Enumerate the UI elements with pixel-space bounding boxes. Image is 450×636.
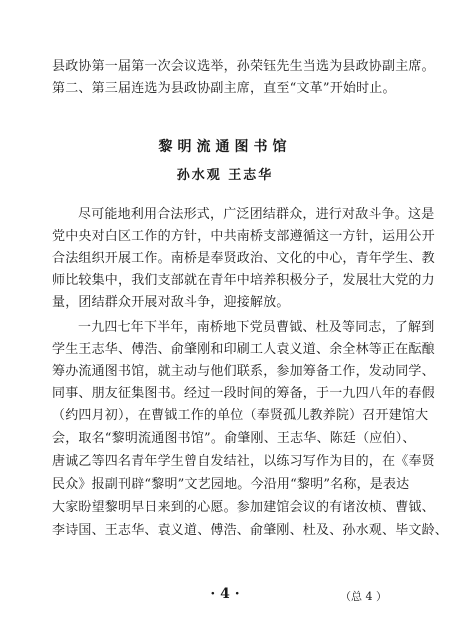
paragraph-2-line-3: 筹办流通图书馆，就主动与他们联系，参加筹备工作，发动同学、 xyxy=(52,364,435,379)
paragraph-2-line-7: 唐诚乙等四名青年学生曾自发结社，以练习写作为目的，在《奉贤 xyxy=(52,454,435,469)
paragraph-2-line-9: 大家盼望黎明早日来到的心愿。参加建馆会议的有诸汝桢、曹钺、 xyxy=(52,500,435,515)
article-title: 黎明流通图书馆 xyxy=(158,139,292,155)
top-line-2: 第二、第三届连选为县政协副主席，直至“文革”开始时止。 xyxy=(52,81,396,96)
paragraph-1-line-2: 党中央对白区工作的方针，中共南桥支部遵循这一方针，运用公开 xyxy=(52,229,435,244)
paragraph-1-line-1: 尽可能地利用合法形式，广泛团结群众，进行对敌斗争。这是 xyxy=(78,207,435,222)
paragraph-1-line-3: 合法组织开展工作。南桥是奉贤政治、文化的中心，青年学生、教 xyxy=(52,251,435,266)
paragraph-2-line-2: 学生王志华、傅浩、俞肇刚和印刷工人袁义道、余全林等正在酝酿 xyxy=(52,342,435,357)
total-page-number: （总 4 ） xyxy=(340,590,387,603)
top-line-1: 县政协第一届第一次会议选举，孙荣钰先生当选为县政协副主席。 xyxy=(52,59,435,74)
paragraph-2-line-5: （约四月初），在曹钺工作的单位（奉贤孤儿教养院）召开建馆大 xyxy=(52,408,429,423)
paragraph-1-line-5: 量，团结群众开展对敌斗争，迎接解放。 xyxy=(52,295,290,310)
paragraph-2-line-8: 民众》报副刊辟“黎明”文艺园地。今沿用“黎明”名称，是表达 xyxy=(52,477,410,492)
paragraph-2-line-6: 会，取名“黎明流通图书馆”。俞肇刚、王志华、陈廷（应伯）、 xyxy=(52,431,416,446)
paragraph-2-line-10: 李诗国、王志华、袁义道、傅浩、俞肇刚、杜及、孙水观、毕文龄、 xyxy=(52,523,449,538)
paragraph-2-line-1: 一九四七年下半年，南桥地下党员曹钺、杜及等同志，了解到 xyxy=(78,320,435,335)
paragraph-1-line-4: 师比较集中，我们支部就在青年中培养积极分子，发展壮大党的力 xyxy=(52,273,435,288)
page-number: · 4 · xyxy=(210,586,240,602)
article-authors: 孙水观 王志华 xyxy=(176,168,274,183)
paragraph-2-line-4: 同事、朋友征集图书。经过一段时间的筹备，于一九四八年的春假 xyxy=(52,386,435,401)
